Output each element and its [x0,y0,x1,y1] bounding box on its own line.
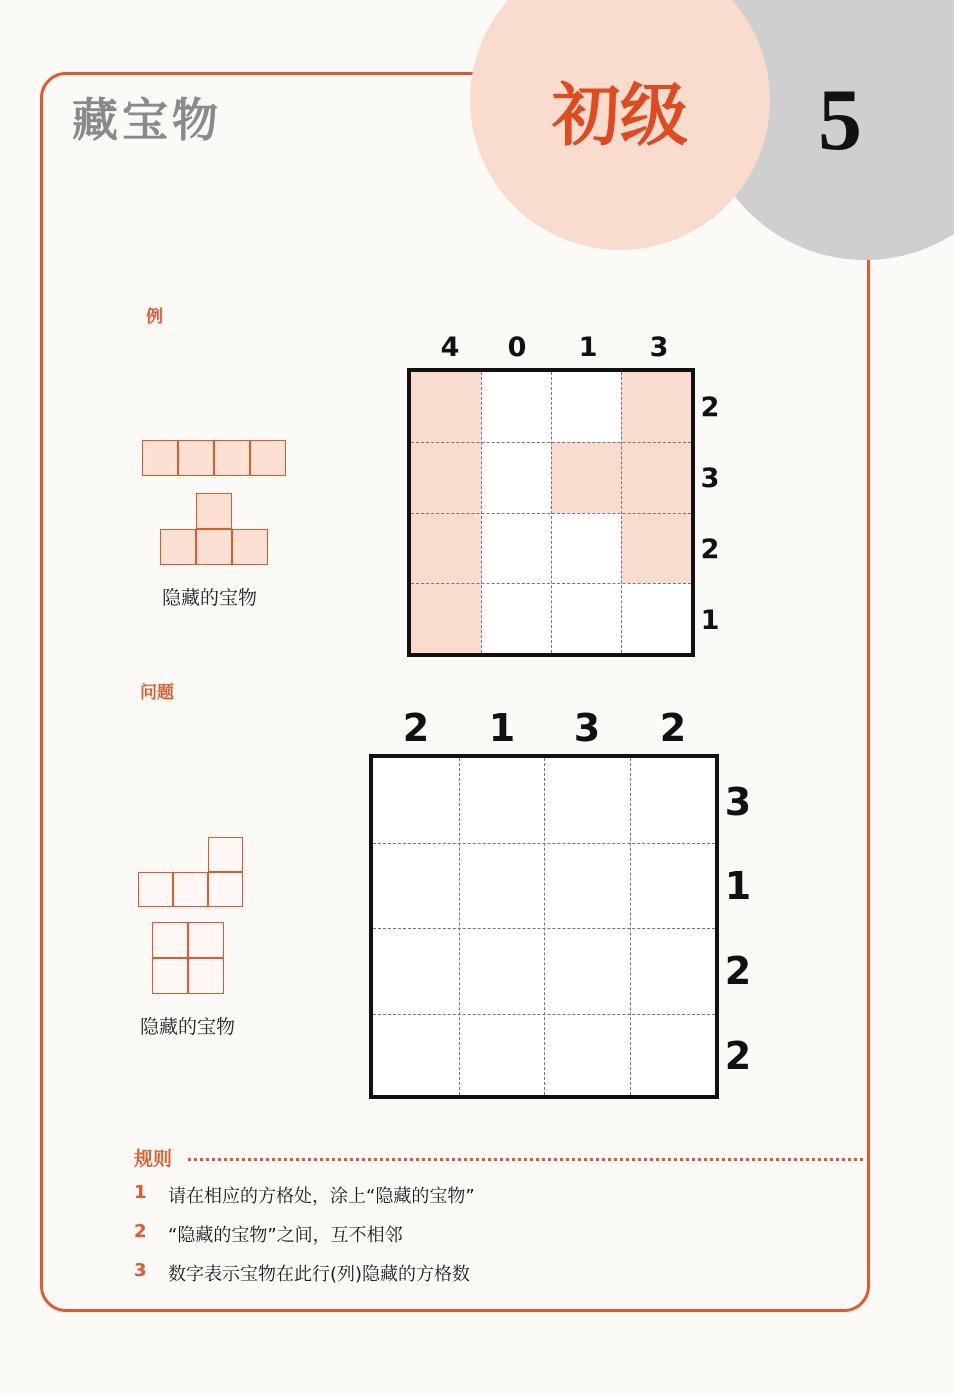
problem-row-clue: 1 [724,864,752,908]
problem-piece-o [152,922,224,994]
piece-cell [152,922,188,958]
problem-cell[interactable] [459,1014,544,1095]
example-cell [411,513,481,583]
problem-cell[interactable] [544,928,630,1014]
page-title: 藏宝物 [72,93,222,147]
piece-cell [196,493,232,529]
grid-line [373,928,715,929]
problem-col-clue: 3 [573,706,601,750]
piece-cell [208,837,243,872]
problem-cell[interactable] [544,1014,630,1095]
problem-cell[interactable] [544,843,630,928]
piece-cell [208,872,243,907]
problem-cell[interactable] [459,928,544,1014]
problem-cell[interactable] [373,843,459,928]
piece-cell [173,872,208,907]
grid-line [373,1014,715,1015]
problem-cell[interactable] [630,1014,715,1095]
example-cell [621,513,691,583]
problem-col-clue: 2 [659,706,687,750]
rule-text: “隐藏的宝物”之间，互不相邻 [168,1225,403,1246]
example-piece-i [142,440,286,476]
example-piece-t [160,493,268,565]
example-col-clue: 0 [507,332,527,363]
grid-line [411,442,691,443]
grid-line [459,758,460,1095]
rule-number: 2 [134,1221,147,1242]
example-cell [551,372,621,442]
rule-number: 1 [134,1182,147,1203]
rules-divider [188,1158,863,1161]
example-cell [481,583,551,653]
example-piece-caption: 隐藏的宝物 [162,587,258,609]
example-row-clue: 1 [700,605,720,636]
example-cell [621,583,691,653]
problem-cell[interactable] [459,843,544,928]
problem-cell[interactable] [630,928,715,1014]
problem-cell[interactable] [630,843,715,928]
piece-cell [138,872,173,907]
grid-line [411,583,691,584]
problem-piece-caption: 隐藏的宝物 [140,1016,236,1038]
piece-cell [178,440,214,476]
grid-line [411,513,691,514]
example-cell [481,442,551,513]
problem-cell[interactable] [630,758,715,843]
example-cell [551,513,621,583]
problem-cell[interactable] [373,1014,459,1095]
example-cell [411,583,481,653]
example-label: 例 [146,307,163,327]
problem-label: 问题 [140,683,174,703]
problem-grid [369,754,719,1099]
problem-col-clue: 1 [488,706,516,750]
grid-line [544,758,545,1095]
rule-text: 请在相应的方格处，涂上“隐藏的宝物” [168,1186,475,1207]
problem-cell[interactable] [459,758,544,843]
piece-cell [214,440,250,476]
example-cell [551,442,621,513]
problem-row-clue: 3 [724,780,752,824]
puzzle-number: 5 [818,72,862,169]
grid-line [630,758,631,1095]
problem-piece-l [138,837,243,907]
problem-cell[interactable] [373,758,459,843]
example-col-clue: 3 [649,332,669,363]
problem-col-clue: 2 [402,706,430,750]
example-cell [621,442,691,513]
example-row-clue: 2 [700,534,720,565]
problem-cell[interactable] [544,758,630,843]
problem-row-clue: 2 [724,1034,752,1078]
example-cell [481,372,551,442]
example-cell [621,372,691,442]
problem-row-clue: 2 [724,949,752,993]
piece-cell [196,529,232,565]
level-label: 初级 [551,76,688,156]
example-cell [411,372,481,442]
problem-cell[interactable] [373,928,459,1014]
piece-cell [188,958,224,994]
example-row-clue: 3 [700,463,720,494]
rule-number: 3 [134,1260,147,1281]
example-row-clue: 2 [700,392,720,423]
rules-label: 规则 [134,1148,173,1170]
piece-cell [188,922,224,958]
rule-text: 数字表示宝物在此行(列)隐藏的方格数 [168,1264,471,1285]
example-col-clue: 4 [440,332,460,363]
example-cell [551,583,621,653]
example-col-clue: 1 [578,332,598,363]
piece-cell [152,958,188,994]
piece-cell [142,440,178,476]
grid-line [373,843,715,844]
example-grid [407,368,695,657]
example-cell [411,442,481,513]
piece-cell [250,440,286,476]
example-cell [481,513,551,583]
piece-cell [232,529,268,565]
piece-cell [160,529,196,565]
